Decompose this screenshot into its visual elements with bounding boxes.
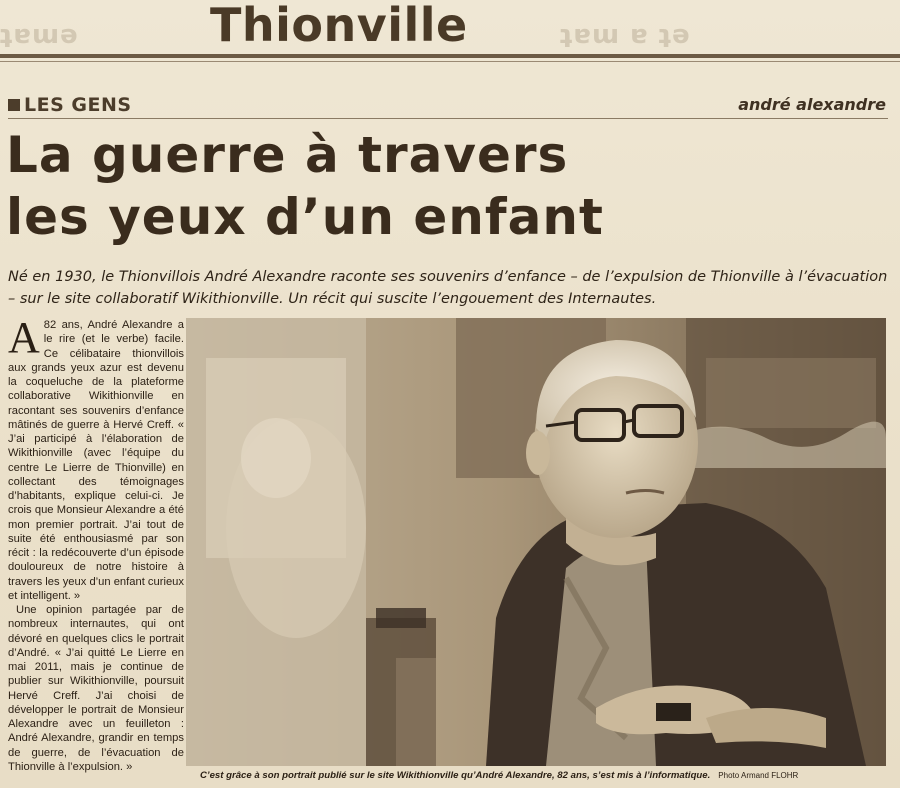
section-label: LES GENS [24,94,132,116]
section-rule [8,118,888,119]
bleed-through-text-left: ʇɐɯә [0,20,79,50]
photo-caption [200,770,890,781]
article-photo [186,318,886,766]
article-headline [6,124,896,248]
article-kicker: andré alexandre [738,95,886,114]
bleed-through-text-right: ʇɐɯ ɐ ʇә [560,20,691,50]
paragraph-1-text: 82 ans, André Alexandre a le rire (et le verbe) facile. Ce célibataire thionvillois aux grands yeux azur est devenu la coqueluche de la plateforme collaborative Wikithionville en racontant ses souvenirs d’enfance mâtinés de guerre à Hervé Creff. « J’ai participé à l’élaboration de Wikithionville (avec l’équipe du centre Le Lierre de Thionville) en collectant des témoignages d’habitants, explique celui-ci. Je crois que Monsieur Alexandre a été mon premier portrait. J’ai tout de suite été enthousiasmé par son récit : la redécouverte d’un épisode douloureux de notre histoire à travers les yeux d’un enfant curieux et intelligent. » [8,319,184,602]
section-square-icon [8,99,20,111]
drop-cap: A [8,313,40,362]
article-paragraph-1 [8,313,184,603]
headline-line-1: La guerre à travers [6,126,569,184]
article-paragraph-2: Une opinion partagée par de nombreux internautes, qui ont dévoré en quelques clics le portrait d’André. « J’ai quitté Le Lierre en mai 2011, mais je continue de publier sur Wikithionville, poursuit Hervé Creff. J’ai choisi de développer le portrait de Monsieur Alexandre avec un feuilleton : André Alexandre, grandir en temps de guerre, de l’évacuation de Thionville à l’expulsion. » [8,604,184,773]
article-body [8,313,184,774]
portrait-photo-illustration [186,318,886,766]
caption-text: C’est grâce à son portrait publié sur le site Wikithionville qu’André Alexandre, 82 ans, s’est mis à l’informatique. [200,770,711,781]
masthead-title: Thionville [210,0,468,52]
section-header [8,94,132,116]
masthead-rule-thin [0,61,900,62]
article-lede: Né en 1930, le Thionvillois André Alexandre raconte ses souvenirs d’enfance – de l’expulsion de Thionville à l’évacuation – sur le site collaboratif Wikithionville. Un récit qui suscite l’engouement des Internautes. [8,269,888,307]
headline-line-2: les yeux d’un enfant [6,188,604,246]
photo-credit: Photo Armand FLOHR [718,771,799,780]
masthead-rule [0,54,900,58]
